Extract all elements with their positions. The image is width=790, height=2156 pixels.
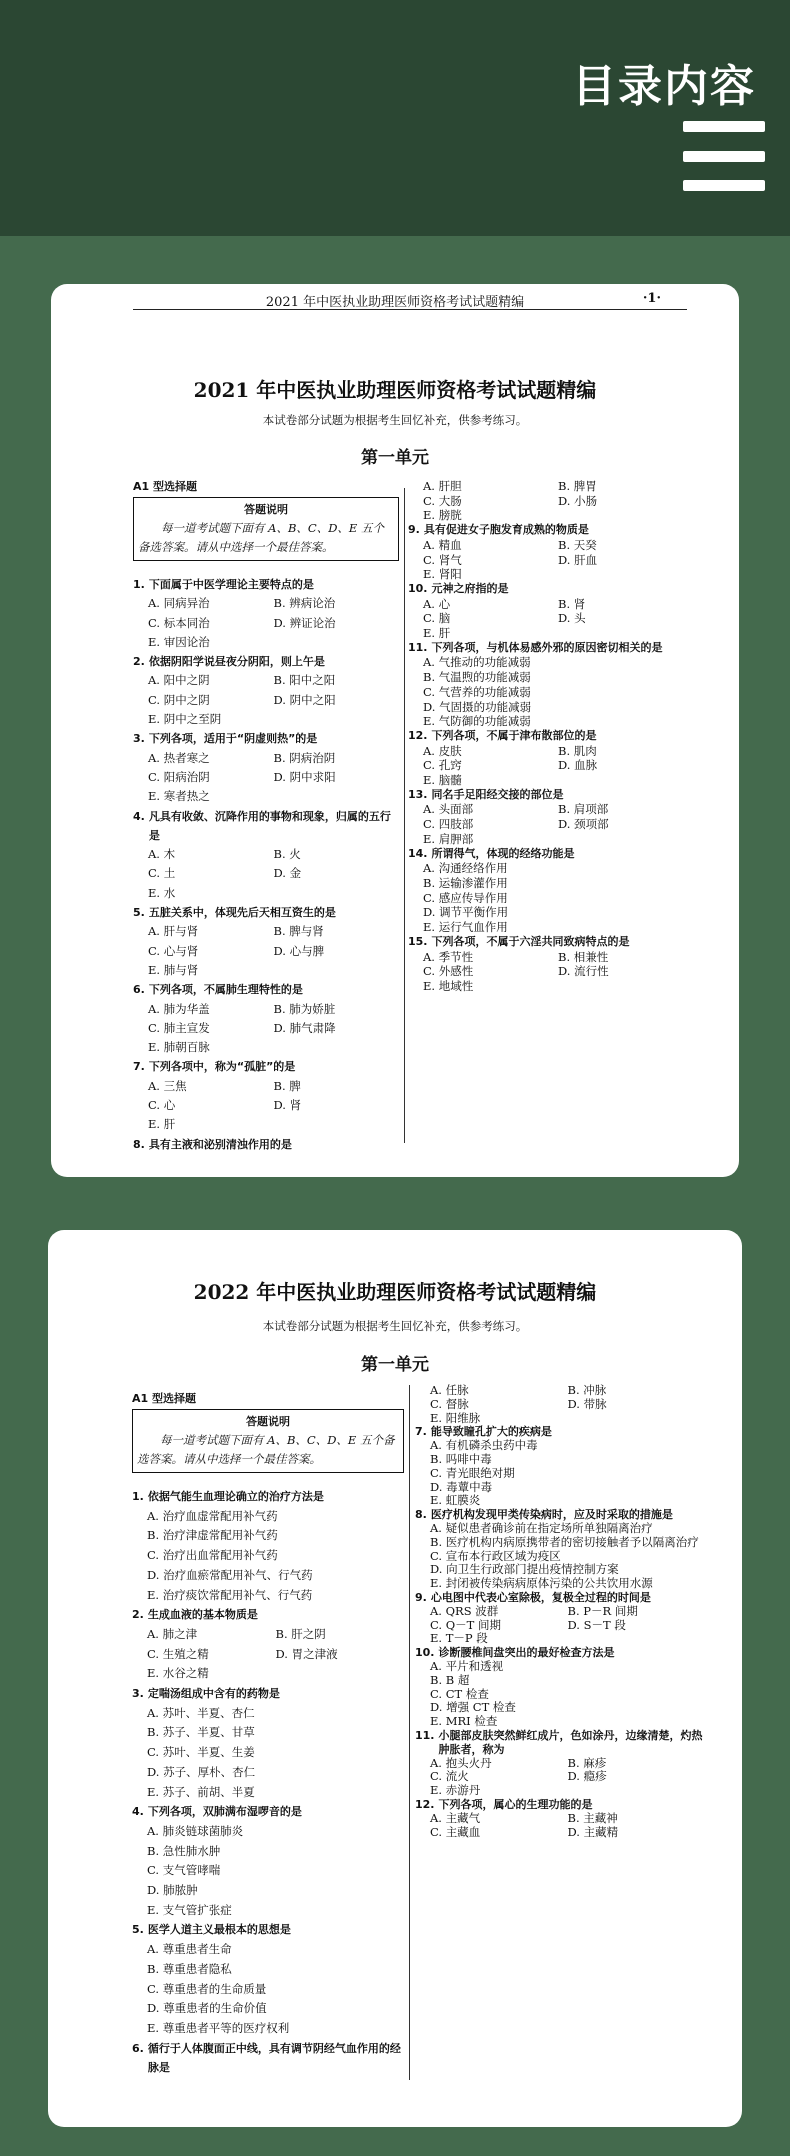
answer-option: E. 封闭被传染病病原体污染的公共饮用水源 <box>430 1576 653 1591</box>
answer-option: B. B 超 <box>430 1672 470 1687</box>
answer-options <box>408 538 693 582</box>
answer-options <box>133 922 399 980</box>
answer-option: A. 苏叶、半夏、杏仁 <box>147 1705 255 1720</box>
question-stem <box>132 2039 404 2078</box>
answer-option: E. 虹膜炎 <box>430 1493 481 1508</box>
answer-option: A. 肝与肾 <box>148 924 199 939</box>
answer-option: E. 阳维脉 <box>430 1410 481 1425</box>
section-heading: A1 型选择题 <box>133 480 197 493</box>
answer-option: C. Q－T 间期 <box>430 1617 501 1632</box>
question-item <box>415 1798 705 1839</box>
answer-option: D. 肺气肃降 <box>273 1020 336 1035</box>
question-number: 4. <box>132 1805 144 1819</box>
answer-option: B. 冲脉 <box>567 1383 607 1397</box>
answer-option: B. 脾 <box>273 1078 301 1093</box>
question-number: 3. <box>132 1687 144 1701</box>
answer-option: E. 支气管扩张症 <box>147 1902 232 1917</box>
question-stem <box>132 1487 404 1507</box>
answer-options <box>415 1757 705 1798</box>
question-number: 8. <box>133 1137 145 1151</box>
answer-option: B. 脾胃 <box>558 479 597 493</box>
question-text: 下列各项中，称为“孤脏”的是 <box>148 1060 296 1074</box>
question-number: 9. <box>415 1590 427 1604</box>
question-item <box>132 1920 404 2038</box>
question-text: 生成血液的基本物质是 <box>147 1608 258 1622</box>
column-divider <box>409 1385 410 2080</box>
answer-option: C. 孔窍 <box>423 758 462 773</box>
answer-option: A. 肺为华盖 <box>148 1001 210 1016</box>
answer-option: A. 季节性 <box>423 949 474 964</box>
answer-option: B. 肩项部 <box>558 802 609 817</box>
question-item <box>408 935 693 994</box>
question-item <box>133 1135 399 1154</box>
answer-option: B. 麻疹 <box>567 1755 607 1770</box>
answer-option: C. 治疗出血常配用补气药 <box>147 1548 278 1563</box>
answer-options <box>133 749 399 807</box>
answer-option: D. 带脉 <box>567 1396 607 1411</box>
answer-option: A. 尊重患者生命 <box>147 1942 232 1957</box>
answer-option: B. 苏子、半夏、甘草 <box>147 1725 255 1740</box>
answer-option: D. 流行性 <box>558 964 609 979</box>
answer-option: B. P－R 间期 <box>567 1603 638 1618</box>
question-item <box>132 2039 404 2078</box>
question-number: 8. <box>415 1508 427 1522</box>
running-head-rule <box>133 309 687 310</box>
question-item <box>408 641 693 729</box>
question-text: 下列各项，不属肺生理特性的是 <box>148 983 303 997</box>
question-item <box>415 1384 705 1425</box>
column-divider <box>404 488 405 1143</box>
question-number: 12. <box>408 728 428 742</box>
answer-options <box>415 1439 705 1508</box>
question-text: 医学人道主义最根本的思想是 <box>147 1923 291 1937</box>
question-stem <box>133 1135 399 1154</box>
instructions-box <box>132 1409 404 1473</box>
answer-options <box>133 845 399 903</box>
question-number: 10. <box>408 581 428 595</box>
question-text: 循行于人体腹面正中线，具有调节阴经气血作用的经脉是 <box>147 2041 401 2075</box>
answer-option: B. 吗啡中毒 <box>430 1451 492 1466</box>
answer-option: E. 脑髓 <box>423 773 462 788</box>
answer-option: D. 血脉 <box>558 758 598 773</box>
answer-option: B. 天癸 <box>558 537 597 552</box>
answer-option: A. 头面部 <box>423 802 474 817</box>
answer-option: A. 同病异治 <box>148 596 210 611</box>
question-item <box>132 1684 404 1802</box>
answer-option: D. 肺脓肿 <box>147 1883 198 1898</box>
exam-subtitle: 本试卷部分试题为根据考生回忆补充，供参考练习。 <box>262 1319 528 1333</box>
answer-option: C. CT 检查 <box>430 1686 489 1701</box>
answer-option: E. 治疗痰饮常配用补气、行气药 <box>147 1587 313 1602</box>
instructions-title: 答题说明 <box>244 503 288 516</box>
question-stem <box>408 641 693 656</box>
answer-option: A. 治疗血虚常配用补气药 <box>147 1508 278 1523</box>
question-text: 五脏关系中，体现先后天相互资生的是 <box>148 906 336 920</box>
answer-option: A. 主藏气 <box>430 1810 481 1825</box>
exam-page-card-2022 <box>48 1230 742 2127</box>
question-text: 下列各项，不属于六淫共同致病特点的是 <box>431 934 630 948</box>
question-item <box>133 729 399 806</box>
question-number: 2. <box>133 655 145 669</box>
question-stem <box>133 903 399 922</box>
question-text: 元神之府指的是 <box>431 581 509 595</box>
instructions-box <box>133 497 399 561</box>
answer-option: B. 运输渗灌作用 <box>423 875 508 890</box>
answer-option: D. 毒蕈中毒 <box>430 1479 493 1494</box>
answer-option: E. MRI 检查 <box>430 1714 498 1729</box>
question-number: 12. <box>415 1797 435 1811</box>
question-stem <box>415 1508 705 1522</box>
answer-option: A. 任脉 <box>430 1383 469 1397</box>
answer-option: E. T－P 段 <box>430 1631 488 1646</box>
exam-title: 2021 年中医执业助理医师资格考试试题精编 <box>193 378 597 402</box>
question-number: 11. <box>415 1728 435 1742</box>
question-number: 14. <box>408 846 428 860</box>
answer-option: D. 气固摄的功能减弱 <box>423 699 532 714</box>
answer-options <box>133 594 399 652</box>
answer-option: B. 尊重患者隐私 <box>147 1961 232 1976</box>
page-number: ·1· <box>642 291 661 306</box>
question-text: 小腿部皮肤突然鲜红成片，色如涂丹，边缘清楚，灼热肿胀者，称为 <box>438 1728 703 1756</box>
answer-options <box>408 479 693 523</box>
answer-option: E. 运行气血作用 <box>423 920 508 935</box>
question-item <box>133 1057 399 1134</box>
answer-option: B. 辨病论治 <box>273 596 336 611</box>
question-item <box>132 1487 404 1605</box>
answer-options <box>415 1812 705 1840</box>
question-stem <box>132 1802 404 1822</box>
question-text: 诊断腰椎间盘突出的最好检查方法是 <box>438 1646 615 1660</box>
question-text: 凡具有收敛、沉降作用的事物和现象，归属的五行是 <box>148 809 391 842</box>
answer-option: E. 赤游丹 <box>430 1783 481 1798</box>
question-text: 下列各项，属心的生理功能的是 <box>438 1797 593 1811</box>
left-column <box>132 1389 404 2078</box>
answer-option: C. 尊重患者的生命质量 <box>147 1981 267 1996</box>
question-number: 1. <box>132 1490 144 1503</box>
answer-option: D. 治疗血瘀常配用补气、行气药 <box>147 1567 313 1582</box>
question-stem <box>133 1057 399 1076</box>
answer-option: C. 土 <box>148 866 176 881</box>
question-stem <box>408 523 693 538</box>
answer-option: D. 心与脾 <box>273 943 325 958</box>
answer-option: A. 有机磷杀虫药中毒 <box>430 1438 538 1453</box>
answer-options <box>408 655 693 729</box>
answer-options <box>132 1822 404 1921</box>
question-text: 下面属于中医学理论主要特点的是 <box>148 578 314 591</box>
answer-option: D. 颈项部 <box>558 817 609 832</box>
answer-option: B. 脾与肾 <box>273 924 324 939</box>
answer-options <box>408 950 693 994</box>
question-number: 11. <box>408 640 428 654</box>
question-stem <box>415 1729 705 1757</box>
question-text: 医疗机构发现甲类传染病时，应及时采取的措施是 <box>430 1508 673 1522</box>
answer-option: B. 主藏神 <box>567 1810 618 1825</box>
answer-option: B. 肺为娇脏 <box>273 1001 336 1016</box>
answer-options <box>408 744 693 788</box>
question-stem <box>408 582 693 597</box>
right-column <box>415 1384 705 1839</box>
header-banner <box>0 0 790 236</box>
answer-option: A. 热者寒之 <box>148 750 210 765</box>
instructions-title: 答题说明 <box>246 1415 290 1428</box>
answer-option: C. 督脉 <box>430 1396 469 1411</box>
answer-option: D. 头 <box>558 611 586 626</box>
question-stem <box>408 788 693 803</box>
answer-option: B. 阴病治阴 <box>273 750 336 765</box>
answer-option: C. 肺主宣发 <box>148 1020 210 1035</box>
answer-option: E. 气防御的功能减弱 <box>423 714 531 729</box>
answer-option: E. 阴中之至阴 <box>148 712 222 727</box>
answer-options <box>408 802 693 846</box>
answer-option: C. 青光眼绝对期 <box>430 1465 515 1480</box>
question-stem <box>415 1425 705 1439</box>
answer-options <box>132 1507 404 1606</box>
answer-options <box>415 1660 705 1729</box>
answer-option: E. 苏子、前胡、半夏 <box>147 1784 255 1799</box>
instructions-text: 每一道考试题下面有 A、B、C、D、E 五个备选答案。请从中选择一个最佳答案。 <box>138 521 384 554</box>
answer-option: C. 四肢部 <box>423 817 474 832</box>
answer-option: D. 尊重患者的生命价值 <box>147 2001 267 2016</box>
question-text: 具有主液和泌别清浊作用的是 <box>148 1137 292 1151</box>
question-item <box>415 1729 705 1798</box>
answer-option: E. 肺朝百脉 <box>148 1040 210 1055</box>
exam-subtitle: 本试卷部分试题为根据考生回忆补充，供参考练习。 <box>262 413 528 427</box>
question-text: 下列各项，适用于“阴虚则热”的是 <box>148 732 318 746</box>
answer-options <box>408 861 693 935</box>
question-item <box>132 1802 404 1920</box>
question-item <box>132 1605 404 1684</box>
answer-option: D. 辨证论治 <box>273 615 336 630</box>
answer-option: C. 生殖之精 <box>147 1646 209 1661</box>
answer-option: D. 阴中之阳 <box>273 692 336 707</box>
answer-option: D. 调节平衡作用 <box>423 905 509 920</box>
answer-option: C. 脑 <box>423 611 451 626</box>
question-number: 15. <box>408 934 428 948</box>
answer-option: A. 沟通经络作用 <box>423 861 508 876</box>
answer-option: A. 心 <box>423 596 451 611</box>
exam-title: 2022 年中医执业助理医师资格考试试题精编 <box>193 1280 597 1304</box>
question-text: 依据阴阳学说昼夜分阴阳，则上午是 <box>148 655 325 669</box>
answer-option: C. 阳病治阴 <box>148 769 210 784</box>
question-stem <box>133 652 399 671</box>
question-text: 依据气能生血理论确立的治疗方法是 <box>147 1490 324 1503</box>
answer-options <box>132 1625 404 1684</box>
exam-page-card-2021 <box>51 284 739 1177</box>
answer-option: A. 肺之津 <box>147 1626 198 1641</box>
answer-option: D. 主藏精 <box>567 1824 619 1839</box>
answer-option: C. 标本同治 <box>148 615 210 630</box>
answer-option: D. 阴中求阳 <box>273 769 336 784</box>
answer-option: B. 气温煦的功能减弱 <box>423 670 531 685</box>
answer-option: B. 治疗津虚常配用补气药 <box>147 1528 278 1543</box>
question-item <box>133 980 399 1057</box>
answer-option: A. 精血 <box>423 537 462 552</box>
answer-option: A. 平片和透视 <box>430 1658 504 1673</box>
answer-option: C. 支气管哮喘 <box>147 1863 221 1878</box>
answer-option: E. 肺与肾 <box>148 962 199 977</box>
question-stem <box>408 847 693 862</box>
question-stem <box>415 1646 705 1660</box>
question-stem <box>132 1684 404 1704</box>
question-text: 能导致瞳孔扩大的疾病是 <box>430 1425 552 1439</box>
answer-option: D. 苏子、厚朴、杏仁 <box>147 1764 256 1779</box>
question-item <box>408 582 693 641</box>
question-number: 10. <box>415 1646 435 1660</box>
answer-option: E. 水谷之精 <box>147 1666 209 1681</box>
answer-option: E. 肝 <box>148 1117 176 1132</box>
answer-option: A. 气推动的功能减弱 <box>423 655 531 670</box>
question-stem <box>133 729 399 748</box>
answer-option: B. 急性肺水肿 <box>147 1843 221 1858</box>
question-number: 1. <box>133 578 145 591</box>
question-text: 具有促进女子胞发育成熟的物质是 <box>423 523 589 537</box>
answer-option: A. QRS 波群 <box>430 1603 499 1618</box>
question-number: 9. <box>408 523 420 537</box>
question-stem <box>415 1798 705 1812</box>
question-text: 所谓得气，体现的经络功能是 <box>431 846 575 860</box>
answer-option: D. 肾 <box>273 1098 302 1113</box>
question-item <box>415 1425 705 1508</box>
answer-option: E. 寒者热之 <box>148 789 210 804</box>
question-text: 定喘汤组成中含有的药物是 <box>147 1687 280 1701</box>
instructions-text: 每一道考试题下面有 A、B、C、D、E 五个备选答案。请从中选择一个最佳答案。 <box>137 1433 395 1466</box>
answer-option: A. 木 <box>148 847 176 862</box>
answer-option: B. 火 <box>273 847 301 862</box>
answer-option: E. 尊重患者平等的医疗权利 <box>147 2020 290 2035</box>
hamburger-menu-icon[interactable] <box>683 121 765 191</box>
question-stem <box>132 1605 404 1625</box>
answer-option: B. 阳中之阳 <box>273 673 336 688</box>
answer-option: C. 主藏血 <box>430 1824 481 1839</box>
answer-option: D. S－T 段 <box>567 1617 626 1632</box>
question-number: 5. <box>133 906 145 920</box>
header-title: 目录内容 <box>572 61 756 112</box>
question-text: 下列各项，双肺满布湿啰音的是 <box>147 1805 302 1819</box>
question-number: 13. <box>408 787 428 801</box>
question-number: 7. <box>415 1425 427 1439</box>
answer-option: D. 胃之津液 <box>275 1646 338 1661</box>
answer-option: C. 心 <box>148 1098 176 1113</box>
question-stem <box>408 935 693 950</box>
question-item <box>408 788 693 847</box>
section-heading: A1 型选择题 <box>132 1392 196 1405</box>
question-stem <box>133 807 399 846</box>
answer-options <box>132 1704 404 1803</box>
question-text: 同名手足阳经交接的部位是 <box>431 787 564 801</box>
answer-option: C. 心与肾 <box>148 943 199 958</box>
question-stem <box>132 1920 404 1940</box>
question-number: 2. <box>132 1608 144 1622</box>
unit-heading: 第一单元 <box>361 448 429 468</box>
answer-option: E. 肾阳 <box>423 567 462 582</box>
question-item <box>133 575 399 652</box>
answer-option: D. 增强 CT 检查 <box>430 1700 516 1715</box>
answer-option: B. 肌肉 <box>558 743 597 758</box>
question-text: 下列各项，与机体易感外邪的原因密切相关的是 <box>431 640 663 654</box>
answer-option: B. 肝之阴 <box>275 1626 326 1641</box>
question-number: 3. <box>133 732 145 746</box>
question-number: 4. <box>133 809 145 823</box>
answer-options <box>133 671 399 729</box>
answer-option: D. 向卫生行政部门提出疫情控制方案 <box>430 1562 619 1577</box>
question-item <box>408 523 693 582</box>
question-stem <box>408 729 693 744</box>
answer-option: A. 抱头火丹 <box>430 1755 492 1770</box>
answer-options <box>415 1605 705 1646</box>
question-item <box>415 1591 705 1646</box>
question-number: 6. <box>133 983 145 997</box>
question-item <box>415 1508 705 1591</box>
answer-option: C. 苏叶、半夏、生姜 <box>147 1745 255 1760</box>
answer-option: C. 流火 <box>430 1769 469 1784</box>
answer-option: A. 肝胆 <box>423 479 462 493</box>
question-stem <box>133 980 399 999</box>
answer-option: E. 肩胛部 <box>423 831 474 846</box>
question-text: 下列各项，不属于津布散部位的是 <box>431 728 597 742</box>
answer-option: A. 皮肤 <box>423 743 462 758</box>
answer-option: D. 肝血 <box>558 552 598 567</box>
answer-options <box>132 1940 404 2039</box>
question-stem <box>415 1591 705 1605</box>
answer-options <box>415 1522 705 1591</box>
question-item <box>408 729 693 788</box>
left-column <box>133 477 399 1154</box>
answer-option: C. 肾气 <box>423 552 462 567</box>
answer-option: C. 气营养的功能减弱 <box>423 684 531 699</box>
running-head: 2021 年中医执业助理医师资格考试试题精编 <box>265 295 525 310</box>
answer-option: C. 外感性 <box>423 964 474 979</box>
question-number: 7. <box>133 1060 145 1074</box>
answer-option: A. 疑似患者确诊前在指定场所单独隔离治疗 <box>430 1520 653 1535</box>
right-column <box>408 479 693 994</box>
answer-option: B. 肾 <box>558 596 586 611</box>
answer-options <box>415 1384 705 1425</box>
answer-option: E. 审因论治 <box>148 634 210 649</box>
answer-options <box>408 597 693 641</box>
answer-option: D. 瘾疹 <box>567 1769 607 1784</box>
unit-heading: 第一单元 <box>361 1355 429 1375</box>
answer-option: A. 肺炎链球菌肺炎 <box>147 1823 244 1838</box>
question-item <box>133 652 399 729</box>
answer-option: E. 膀胱 <box>423 508 462 523</box>
answer-option: B. 相兼性 <box>558 949 609 964</box>
question-item <box>408 847 693 935</box>
question-number: 5. <box>132 1923 144 1937</box>
answer-option: B. 医疗机构内病原携带者的密切接触者予以隔离治疗 <box>430 1534 699 1549</box>
answer-option: E. 肝 <box>423 626 451 641</box>
answer-options <box>133 1000 399 1058</box>
question-text: 心电图中代表心室除极，复极全过程的时间是 <box>430 1590 651 1604</box>
answer-option: E. 水 <box>148 885 176 900</box>
answer-option: A. 阳中之阴 <box>148 673 210 688</box>
question-stem <box>133 575 399 594</box>
answer-option: C. 感应传导作用 <box>423 890 508 905</box>
answer-options <box>133 1077 399 1135</box>
question-number: 6. <box>132 2041 144 2055</box>
question-item <box>133 807 399 903</box>
answer-option: C. 宣布本行政区域为疫区 <box>430 1548 561 1563</box>
answer-option: A. 三焦 <box>148 1078 187 1093</box>
question-item <box>408 479 693 523</box>
question-item <box>133 903 399 980</box>
answer-option: E. 地域性 <box>423 978 474 993</box>
answer-option: D. 金 <box>273 866 302 881</box>
answer-option: D. 小肠 <box>558 493 598 508</box>
answer-option: C. 阴中之阴 <box>148 692 210 707</box>
question-item <box>415 1646 705 1729</box>
answer-option: C. 大肠 <box>423 493 462 508</box>
